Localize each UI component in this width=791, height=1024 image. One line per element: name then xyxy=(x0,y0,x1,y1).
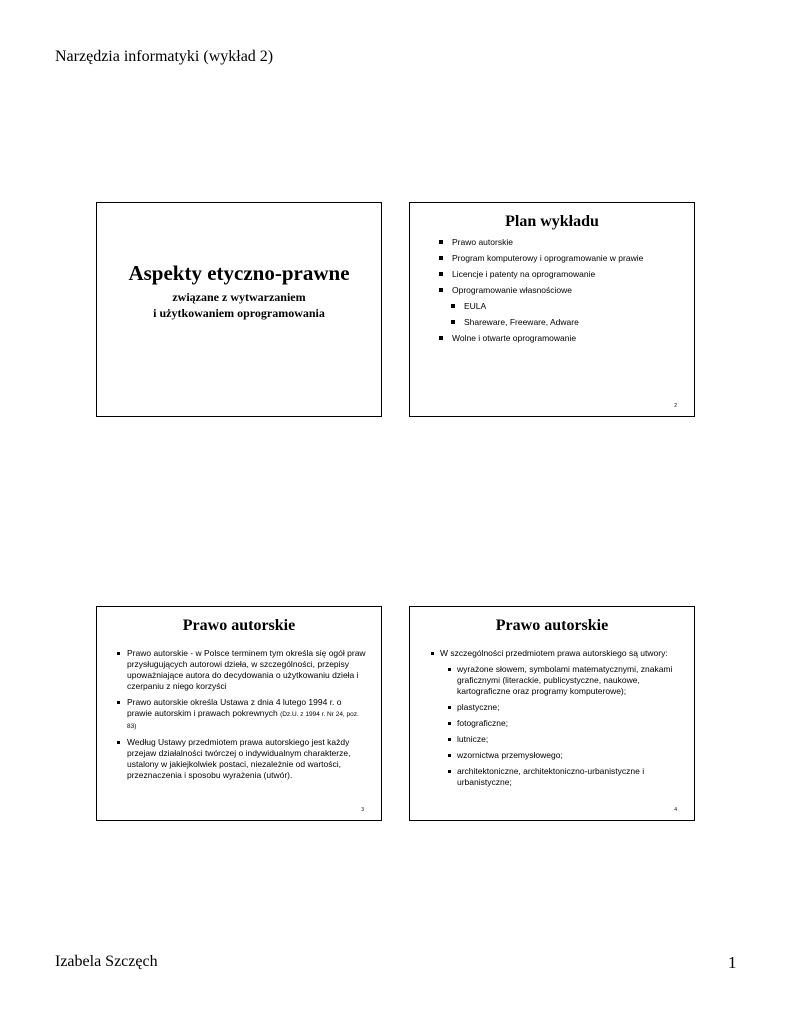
square-bullet-icon xyxy=(448,706,451,709)
page-footer-number: 1 xyxy=(728,953,737,972)
list-item-text: Prawo autorskie - w Polsce terminem tym określa się ogół praw przysługujących autorowi dzieła, w szczególności, przepisy upoważniające autora do decydowania o użytkowaniu dzieła i czerpaniu z niego korzyści xyxy=(127,648,366,691)
list-item-text: Prawo autorskie określa Ustawa z dnia 4 lutego 1994 r. o prawie autorskim i prawach pokrewnych xyxy=(127,697,342,718)
sub-list-item xyxy=(437,300,643,316)
sub-list-item xyxy=(427,766,684,788)
list-item-text: W szczególności przedmiotem prawa autorskiego są utwory: xyxy=(440,648,668,658)
list-item xyxy=(114,648,367,692)
square-bullet-icon xyxy=(431,652,434,655)
slide-2-agenda-list xyxy=(437,236,643,348)
page-footer-author: Izabela Szczęch xyxy=(55,953,158,970)
list-item-text: Wolne i otwarte oprogramowanie xyxy=(452,333,577,343)
list-item xyxy=(437,332,643,348)
slide-3-title: Prawo autorskie xyxy=(182,617,296,634)
slide-number: 2 xyxy=(674,403,677,409)
list-item-text: plastyczne; xyxy=(457,702,500,712)
slide-1-title: Aspekty etyczno-prawne xyxy=(128,261,350,285)
sub-list-item xyxy=(437,316,643,332)
slide-number: 4 xyxy=(674,807,677,813)
list-item-text: Oprogramowanie własnościowe xyxy=(452,285,573,295)
list-item-text: architektoniczne, architektoniczno-urbanistyczne i urbanistyczne; xyxy=(457,766,645,787)
square-bullet-icon xyxy=(448,722,451,725)
list-item xyxy=(437,268,643,284)
square-bullet-icon xyxy=(439,240,443,244)
slide-3-bullet-list xyxy=(114,648,367,786)
slide-3 xyxy=(96,606,382,821)
square-bullet-icon xyxy=(439,288,443,292)
sub-list-item xyxy=(427,718,684,729)
sub-list-item xyxy=(427,734,684,745)
slide-1-subtitle-line2: i użytkowaniem oprogramowania xyxy=(153,306,325,320)
square-bullet-icon xyxy=(448,738,451,741)
slide-1 xyxy=(96,202,382,417)
slide-2 xyxy=(409,202,695,417)
list-item-text: fotograficzne; xyxy=(457,718,509,728)
sub-list-item xyxy=(427,702,684,713)
list-item xyxy=(427,648,684,659)
square-bullet-icon xyxy=(439,256,443,260)
square-bullet-icon xyxy=(439,336,443,340)
list-item-text: EULA xyxy=(464,301,487,311)
square-bullet-icon xyxy=(117,652,120,655)
square-bullet-icon xyxy=(117,741,120,744)
list-item-text: Program komputerowy i oprogramowanie w prawie xyxy=(452,253,644,263)
square-bullet-icon xyxy=(117,701,120,704)
slide-1-subtitle xyxy=(97,289,381,321)
slide-1-subtitle-line1: związane z wytwarzaniem xyxy=(172,290,306,304)
square-bullet-icon xyxy=(451,320,455,324)
square-bullet-icon xyxy=(448,668,451,671)
square-bullet-icon xyxy=(451,304,455,308)
list-item-text: Prawo autorskie xyxy=(452,237,513,247)
list-item xyxy=(114,697,367,732)
list-item-text: wzornictwa przemysłowego; xyxy=(457,750,563,760)
sub-list-item xyxy=(427,750,684,761)
slide-4-bullet-list xyxy=(427,648,684,793)
sub-list-item xyxy=(427,664,684,697)
citation: (Dz.U. z 1994 r. Nr 24, poz. 83) xyxy=(127,711,359,730)
square-bullet-icon xyxy=(439,272,443,276)
list-item-text: lutnicze; xyxy=(457,734,489,744)
slide-4-title: Prawo autorskie xyxy=(495,617,609,634)
slide-number: 3 xyxy=(361,807,364,813)
list-item xyxy=(437,236,643,252)
slide-2-title: Plan wykładu xyxy=(505,213,599,230)
list-item-text: Shareware, Freeware, Adware xyxy=(464,317,579,327)
square-bullet-icon xyxy=(448,754,451,757)
list-item-text: wyrażone słowem, symbolami matematycznymi, znakami graficznymi (literackie, publicystyczne, naukowe, kartograficzne oraz programy komputerowe); xyxy=(457,664,673,696)
slide-4 xyxy=(409,606,695,821)
list-item-text: Według Ustawy przedmiotem prawa autorskiego jest każdy przejaw działalności twórczej o indywidualnym charakterze, ustalony w jakiejkolwiek postaci, niezależnie od wartości, przeznaczenia i sposobu wyrażenia (utwór). xyxy=(127,737,351,780)
square-bullet-icon xyxy=(448,770,451,773)
list-item xyxy=(437,252,643,268)
page-header: Narzędzia informatyki (wykład 2) xyxy=(55,48,274,65)
list-item-text: Licencje i patenty na oprogramowanie xyxy=(452,269,596,279)
list-item xyxy=(114,737,367,781)
list-item xyxy=(437,284,643,300)
